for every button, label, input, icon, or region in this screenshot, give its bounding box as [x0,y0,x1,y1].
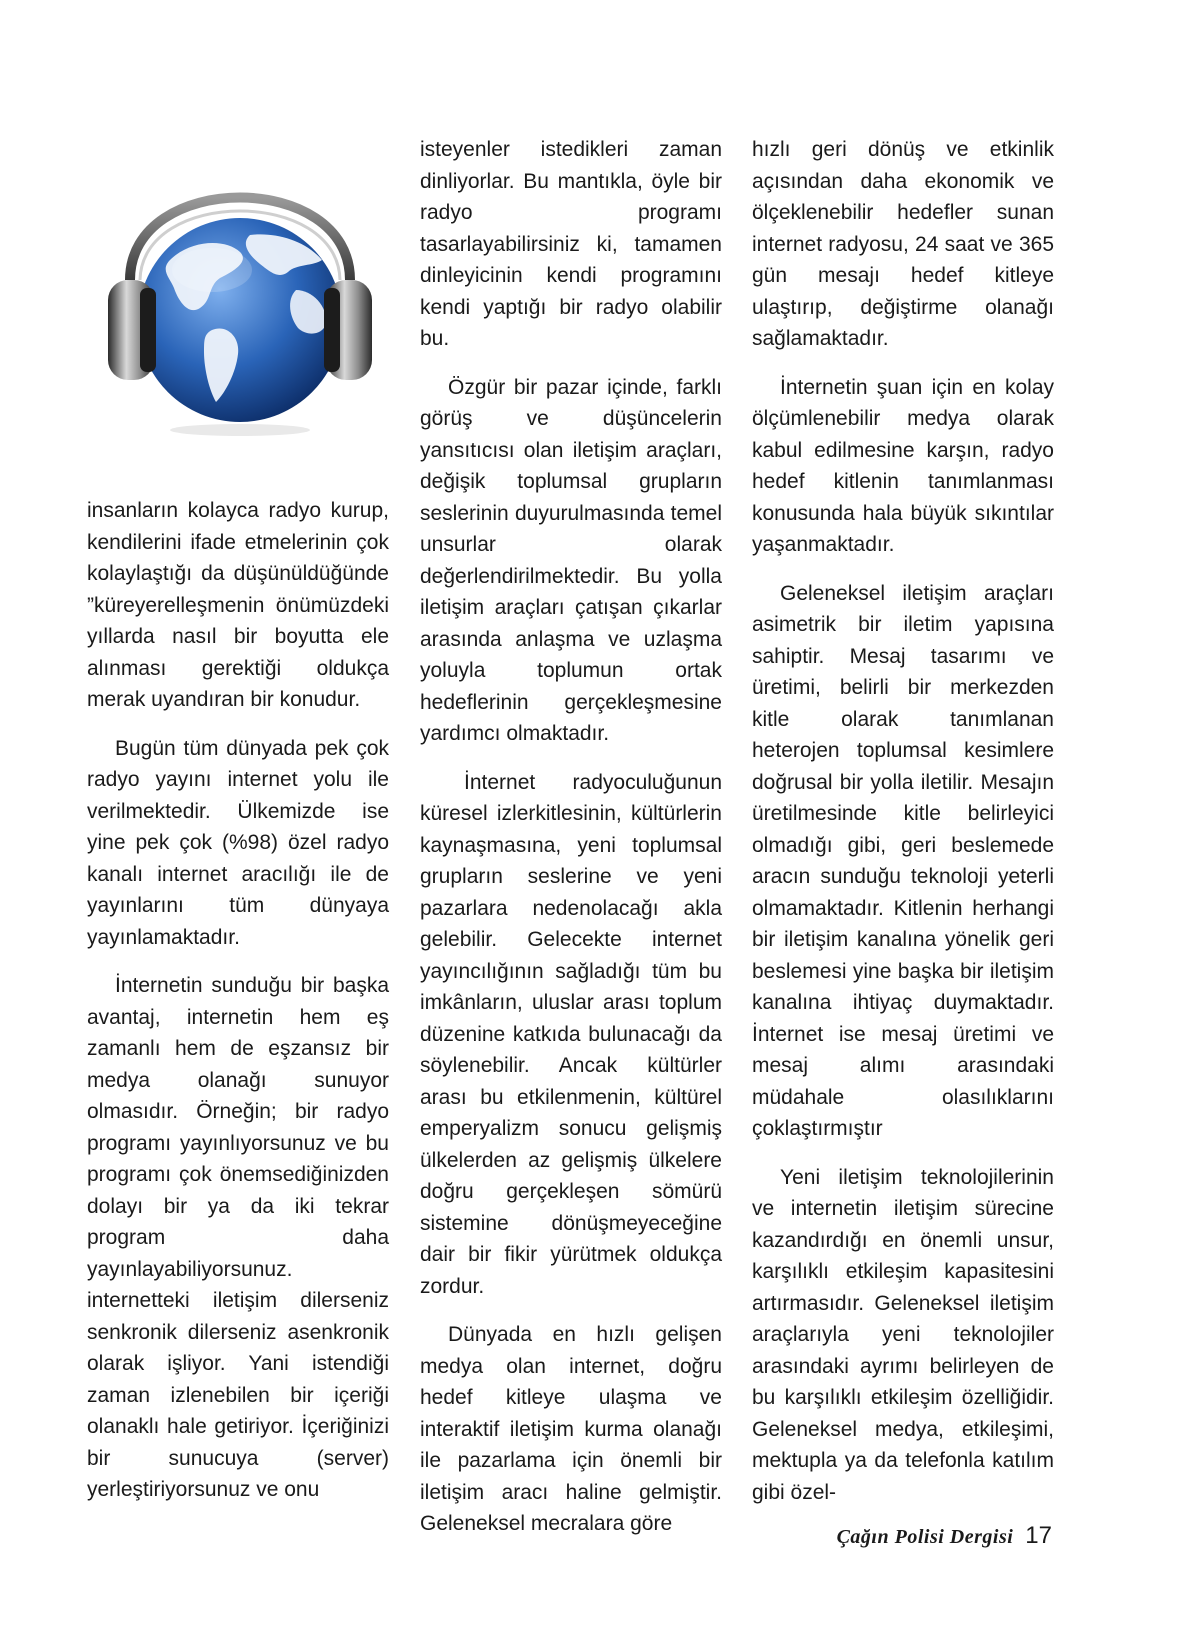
text-column-1 [87,495,389,1523]
paragraph: İnternet radyoculuğunun küresel izlerkitlesinin, kültürlerin kaynaşmasına, yeni toplumsal grupların seslerine ve yeni pazarlara nedenolacağı akla gelebilir. Gelecekte internet yayıncılığının sağladığı tüm bu imkânların, uluslar arası toplum düzenine katkıda bulunacağı da söylenebilir. Ancak kültürler arası bu etkilenmenin, kültürel emperyalizm sonucu gelişmiş ülkelerden az gelişmiş ülkelere doğru gerçekleşen sömürü sistemine dönüşmeyeceğine dair bir fikir yürütmek oldukça zordur. [420,770,722,1298]
paragraph: İnternetin şuan için en kolay ölçümlenebilir medya olarak kabul edilmesine karşın, radyo hedef kitlenin tanımlanması konusunda hala büyük sıkıntılar yaşanmaktadır. [752,375,1054,556]
paragraph: insanların kolayca radyo kurup, kendilerini ifade etmelerinin çok kolaylaştığı da düşünüldüğünde ”küreyerelleşmenin önümüzdeki yıllarda nasıl bir boyutta ele alınması gerektiği oldukça merak uyandıran bir konudur. [87,499,389,711]
journal-title: Çağın Polisi Dergisi [836,1526,1014,1548]
page-footer [837,1522,1052,1550]
text-column-3 [752,134,1054,1525]
paragraph: isteyenler istedikleri zaman dinliyorlar. Bu mantıkla, öyle bir radyo programı tasarlayabilirsiniz ki, tamamen dinleyicinin kendi programını kendi yaptığı bir radyo olabilir bu. [420,138,722,350]
globe-headphones-illustration [100,140,380,440]
text-column-2 [420,134,722,1557]
paragraph: Özgür bir pazar içinde, farklı görüş ve düşüncelerin yansıtıcısı olan iletişim araçları, değişik toplumsal grupların seslerinin duyurulmasında temel unsurlar olarak değerlendirilmektedir. Bu yolla iletişim araçları çatışan çıkarlar arasında anlaşma ve uzlaşma yoluyla toplumun ortak hedeflerinin gerçekleşmesine yardımcı olmaktadır. [420,375,722,745]
paragraph: hızlı geri dönüş ve etkinlik açısından daha ekonomik ve ölçeklenebilir hedefler sunan internet radyosu, 24 saat ve 365 gün mesajı hedef kitleye ulaştırıp, değiştirme olanağı sağlamaktadır. [752,138,1054,350]
paragraph: Dünyada en hızlı gelişen medya olan internet, doğru hedef kitleye ulaşma ve interaktif iletişim kurma olanağı ile pazarlama için önemli bir iletişim aracı haline gelmiştir. Geleneksel mecralara göre [420,1323,722,1535]
paragraph: İnternetin sunduğu bir başka avantaj, internetin hem eş zamanlı hem de eşzansız bir medya olanağı sunuyor olmasıdır. Örneğin; bir radyo programı yayınlıyorsunuz ve bu programı çok önemsediğinizden dolayı bir ya da iki tekrar program daha yayınlayabiliyorsunuz. internetteki iletişim dilerseniz senkronik dilerseniz asenkronik olarak işliyor. Yani istendiği zaman izlenebilen bir içeriği olanaklı hale getiriyor. İçeriğinizi bir sunucuya (server) yerleştiriyorsunuz ve onu [87,974,389,1501]
paragraph: Geleneksel iletişim araçları asimetrik bir iletim yapısına sahiptir. Mesaj tasarımı ve üretimi, belirli bir merkezden kitle olarak tanımlanan heterojen toplumsal kesimlere doğrusal bir yolla iletilir. Mesajın üretilmesinde kitle belirleyici olmadığı gibi, geri beslemede aracın sunduğu teknoloji yeterli olmamaktadır. Kitlenin herhangi bir iletişim kanalına yönelik geri beslemesi yine başka bir iletişim kanalına ihtiyaç duymaktadır. İnternet ise mesaj üretimi ve mesaj alımı arasındaki müdahale olasılıklarını çoklaştırmıştır [752,581,1054,1140]
paragraph: Yeni iletişim teknolojilerinin ve internetin iletişim sürecine kazandırdığı en önemli unsur, karşılıklı etkileşim kapasitesini artırmasıdır. Geleneksel iletişim araçlarıyla yeni teknolojiler arasındaki ayrımı belirleyen de bu karşılıklı etkileşim özelliğidir. Geleneksel medya, etkileşimi, mektupla ya da telefonla katılım gibi özel- [752,1165,1054,1504]
paragraph: Bugün tüm dünyada pek çok radyo yayını internet yolu ile verilmektedir. Ülkemizde ise yine pek çok (%98) özel radyo kanalı internet aracılığı ile de yayınlarını tüm dünyaya yayınlamaktadır. [87,736,389,949]
page-number: 17 [1025,1522,1052,1549]
globe-with-headphones-icon [100,140,380,440]
